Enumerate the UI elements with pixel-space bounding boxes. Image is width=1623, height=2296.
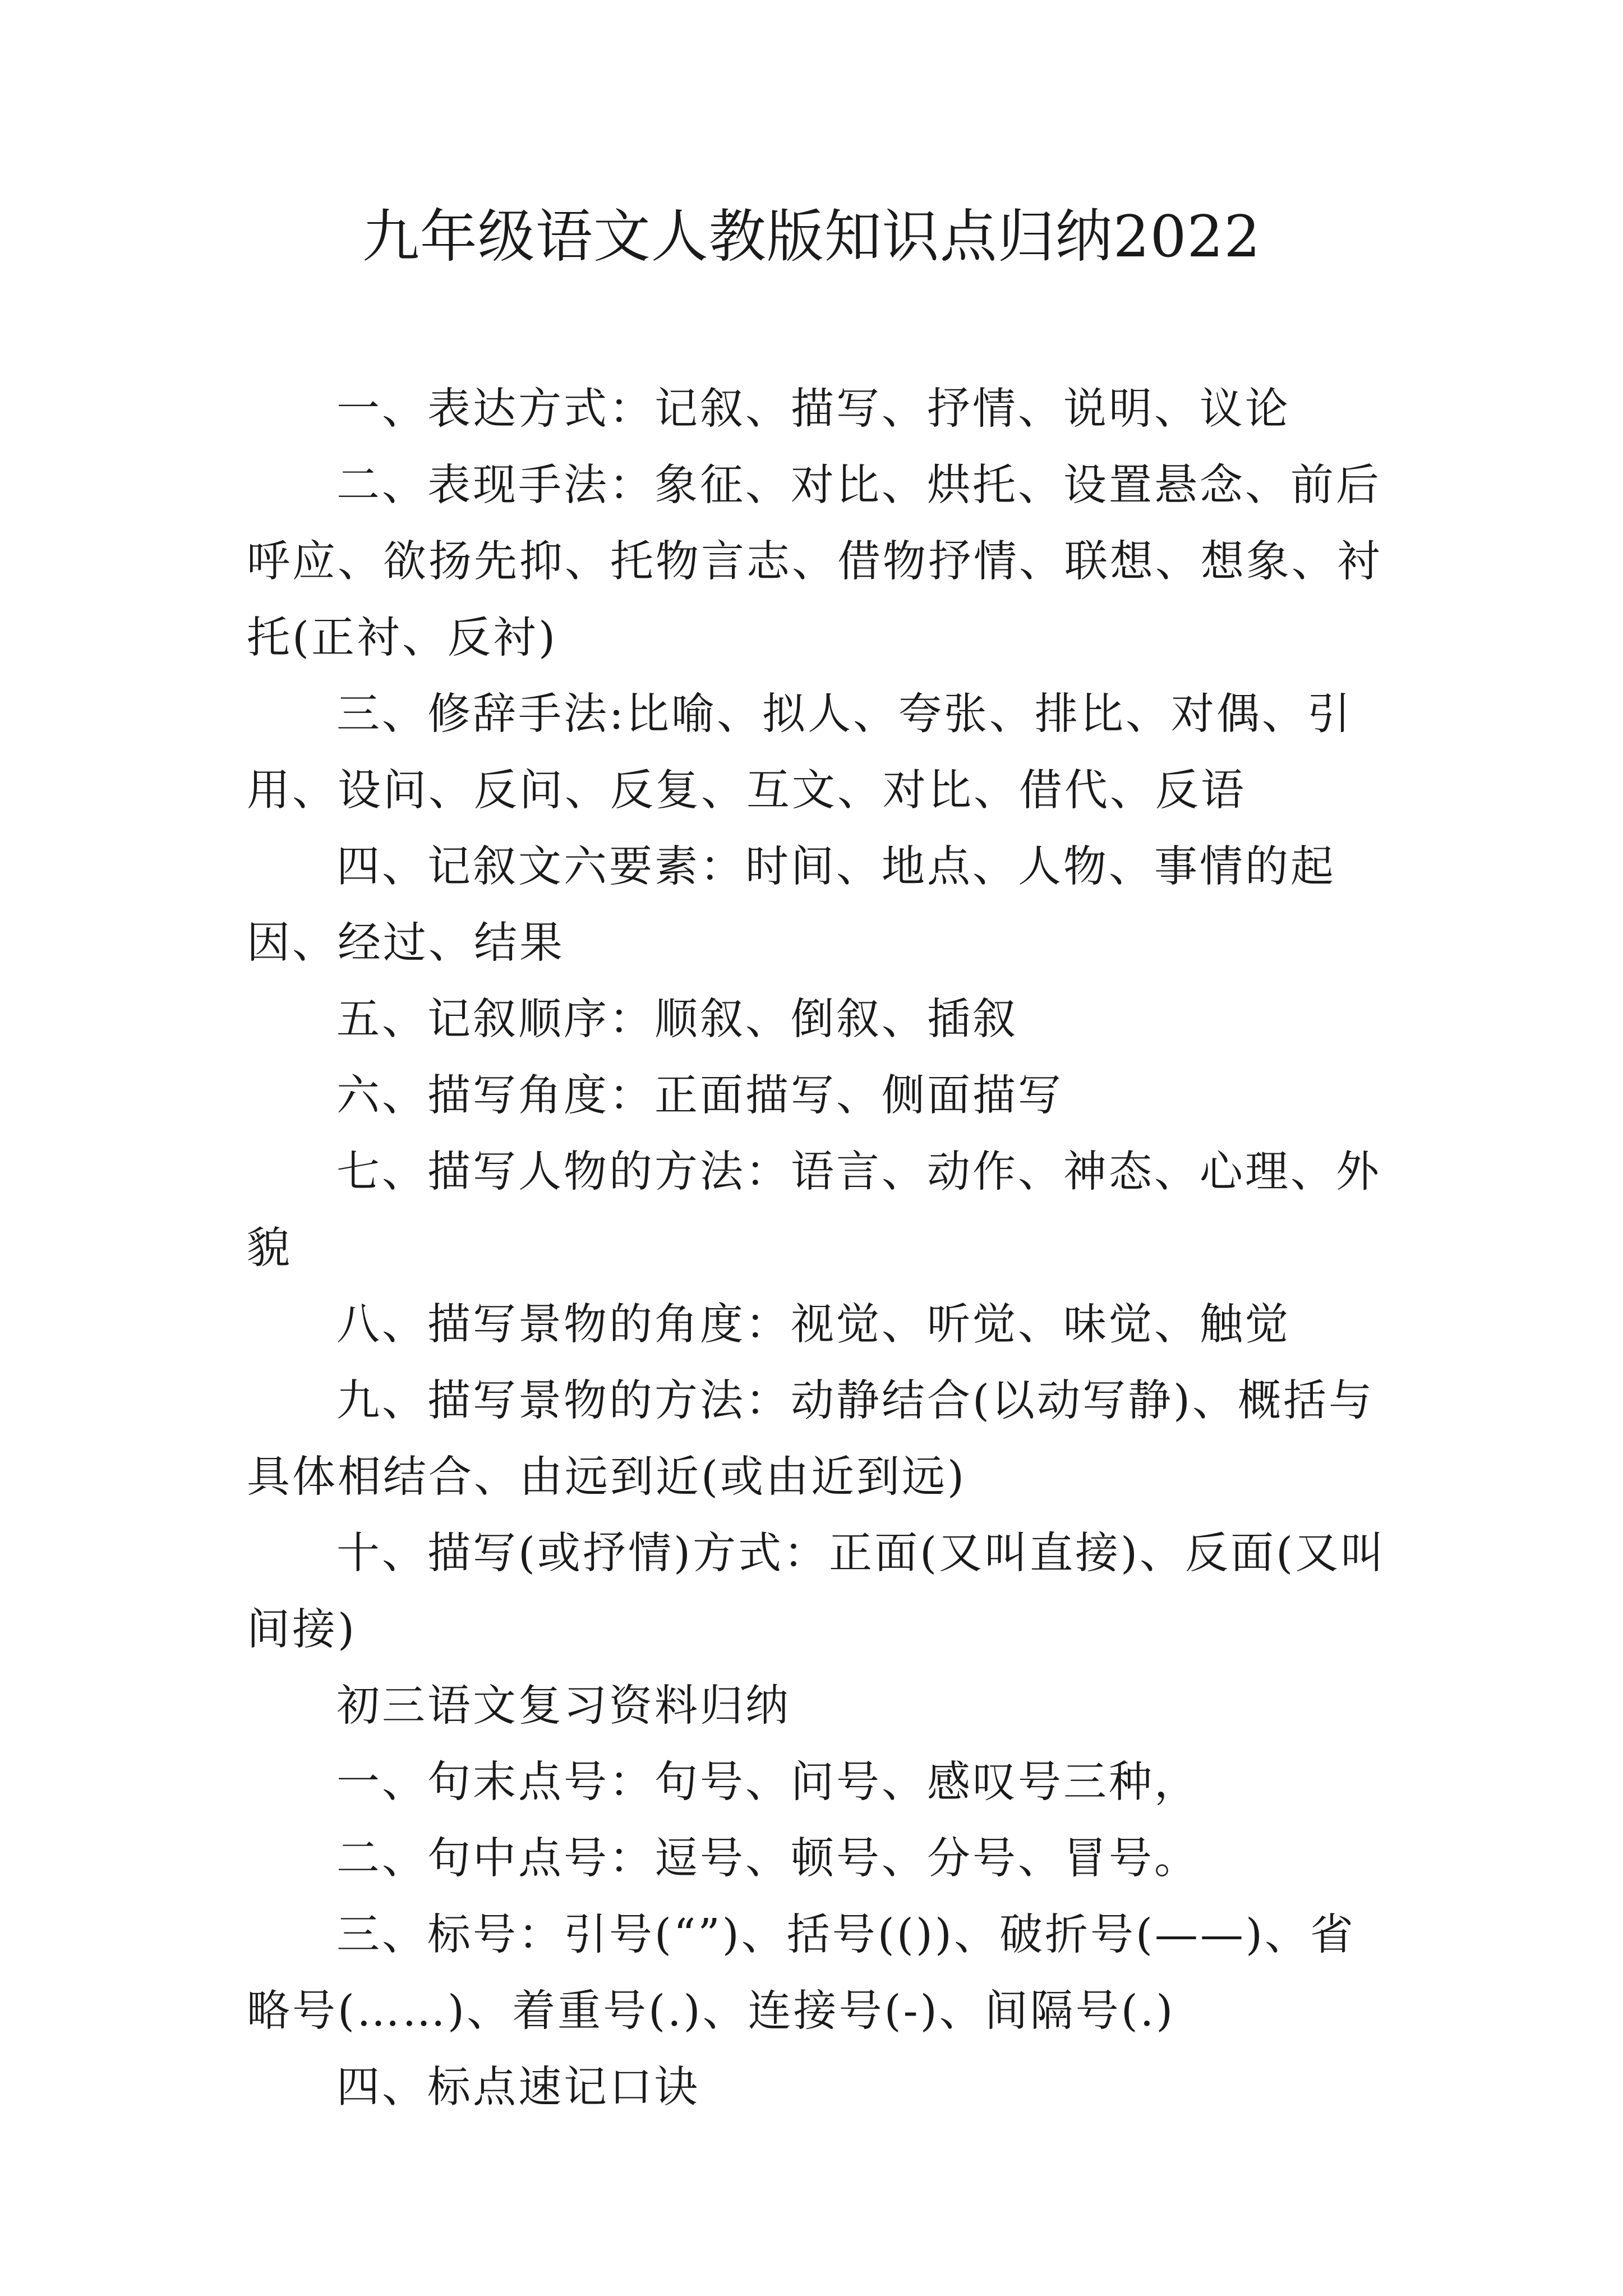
- paragraph-mnemonic: 四、标点速记口诀: [336, 2063, 700, 2113]
- paragraph-character-description: 七、描写人物的方法：语言、动作、神态、心理、外貌: [247, 1147, 1381, 1273]
- paragraph-mid-punctuation: 二、句中点号：逗号、顿号、分号、冒号。: [336, 1834, 1200, 1884]
- paragraph-expression-methods: 一、表达方式：记叙、描写、抒情、说明、议论: [336, 384, 1290, 434]
- paragraph-marks: 三、标号：引号(“”)、括号(())、破折号(——)、省略号(……)、着重号(.)、连接号(-)、间隔号(.): [247, 1910, 1356, 2036]
- paragraph-scenery-angles: 八、描写景物的角度：视觉、听觉、味觉、触觉: [336, 1300, 1290, 1350]
- paragraph-description-angles: 六、描写角度：正面描写、侧面描写: [336, 1071, 1063, 1121]
- paragraph-narrative-elements: 四、记叙文六要素：时间、地点、人物、事情的起因、经过、结果: [247, 842, 1336, 968]
- paragraph-rhetorical-devices: 三、修辞手法:比喻、拟人、夸张、排比、对偶、引用、设问、反问、反复、互文、对比、借代、反语: [247, 689, 1353, 816]
- paragraph-narrative-order: 五、记叙顺序：顺叙、倒叙、插叙: [336, 995, 1018, 1045]
- document-title: 九年级语文人教版知识点归纳2022: [362, 204, 1261, 270]
- document-body: [247, 371, 1391, 2126]
- paragraph-presentation-techniques: 二、表现手法：象征、对比、烘托、设置悬念、前后呼应、欲扬先抑、托物言志、借物抒情、联想、想象、衬托(正衬、反衬): [247, 461, 1382, 663]
- paragraph-end-punctuation: 一、句末点号：句号、问号、感叹号三种，: [336, 1757, 1200, 1807]
- paragraph-description-modes: 十、描写(或抒情)方式：正面(又叫直接)、反面(又叫间接): [247, 1529, 1386, 1655]
- paragraph-scenery-methods: 九、描写景物的方法：动静结合(以动写静)、概括与具体相结合、由远到近(或由近到远): [247, 1376, 1375, 1502]
- paragraph-section-heading: 初三语文复习资料归纳: [336, 1681, 791, 1731]
